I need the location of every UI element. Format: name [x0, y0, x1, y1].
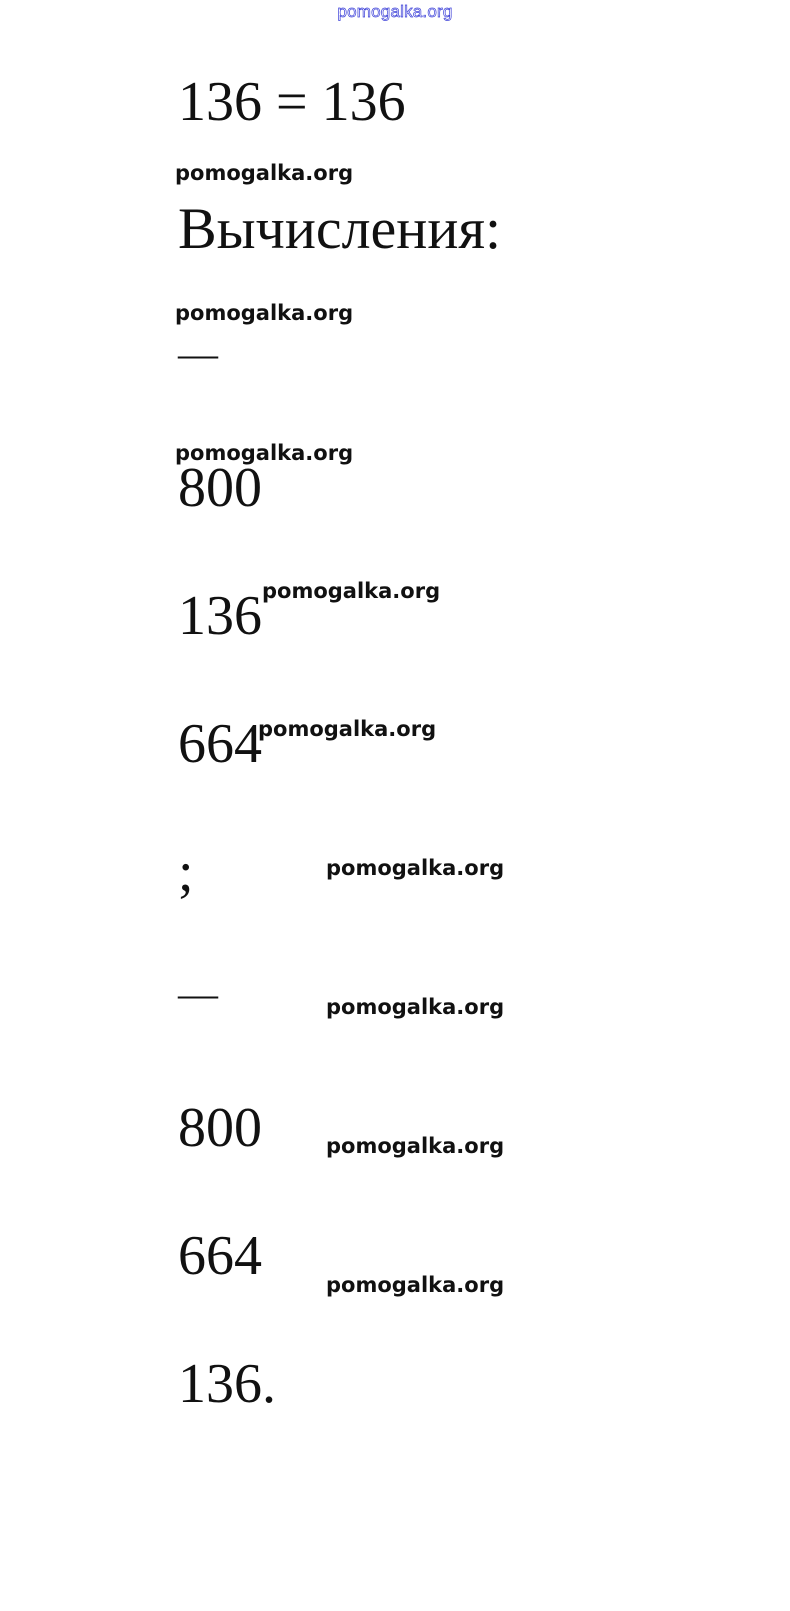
watermark-5: pomogalka.org	[258, 717, 437, 741]
watermark-2: pomogalka.org	[175, 301, 354, 325]
watermark-1: pomogalka.org	[175, 161, 354, 185]
subtrahend-1: 136	[178, 585, 262, 647]
watermark-8: pomogalka.org	[326, 1134, 505, 1158]
difference-1: 664	[178, 713, 262, 775]
site-header-link[interactable]: pomogalka.org	[337, 2, 453, 21]
watermark-3: pomogalka.org	[175, 441, 354, 465]
watermark-9: pomogalka.org	[326, 1273, 505, 1297]
watermark-7: pomogalka.org	[326, 995, 505, 1019]
calculations-heading: Вычисления:	[178, 196, 502, 261]
watermark-4: pomogalka.org	[262, 579, 441, 603]
watermark-6: pomogalka.org	[326, 856, 505, 880]
minuend-2: 800	[178, 1097, 262, 1159]
minus-sign-1: —	[178, 331, 218, 376]
separator-semicolon: ;	[178, 841, 194, 903]
minus-sign-2: —	[178, 971, 218, 1016]
minuend-1: 800	[178, 457, 262, 519]
equation-line: 136 = 136	[178, 71, 406, 133]
subtrahend-2: 664	[178, 1225, 262, 1287]
difference-2: 136.	[178, 1353, 276, 1415]
